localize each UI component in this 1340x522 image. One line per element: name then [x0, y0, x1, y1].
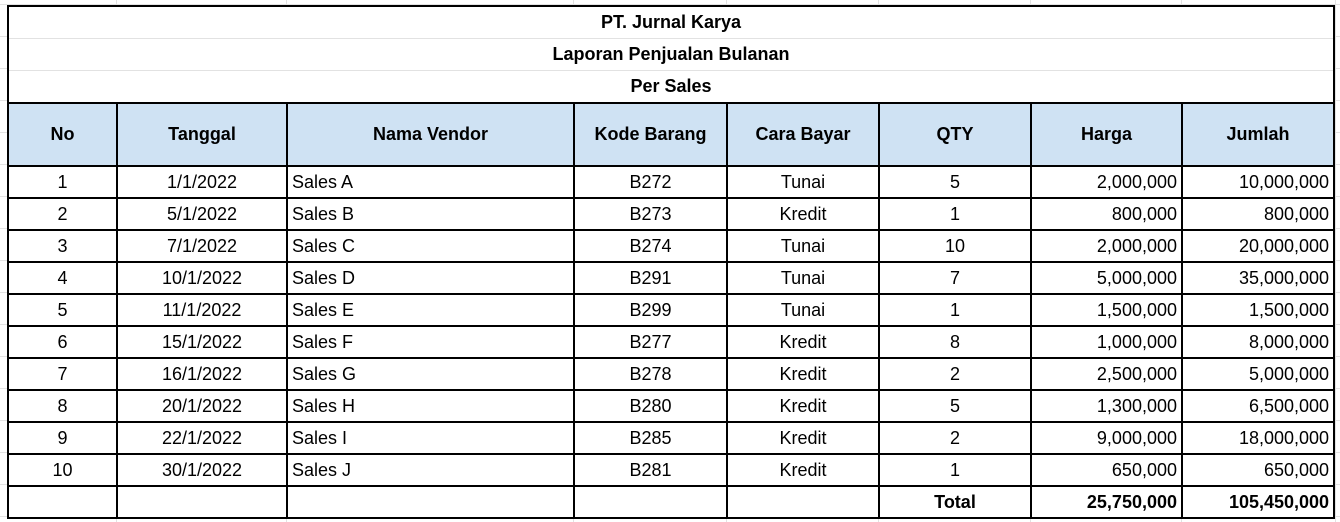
cell-vendor[interactable]: Sales D: [287, 262, 574, 294]
cell-vendor[interactable]: Sales G: [287, 358, 574, 390]
cell-bayar[interactable]: Tunai: [727, 294, 879, 326]
cell-bayar[interactable]: Kredit: [727, 198, 879, 230]
cell-bayar[interactable]: Kredit: [727, 326, 879, 358]
cell-bayar[interactable]: Tunai: [727, 230, 879, 262]
cell-kode[interactable]: B272: [574, 166, 727, 198]
company-name-cell[interactable]: PT. Jurnal Karya: [8, 6, 1334, 39]
table-row: [8, 454, 1334, 486]
cell-no[interactable]: 7: [8, 358, 117, 390]
header-tanggal[interactable]: Tanggal: [117, 103, 287, 166]
cell-bayar[interactable]: Kredit: [727, 422, 879, 454]
cell-tanggal[interactable]: 7/1/2022: [117, 230, 287, 262]
cell-no[interactable]: 8: [8, 390, 117, 422]
cell-kode[interactable]: B273: [574, 198, 727, 230]
total-harga[interactable]: 25,750,000: [1031, 486, 1182, 518]
cell-empty[interactable]: [287, 486, 574, 518]
cell-jumlah[interactable]: 18,000,000: [1182, 422, 1334, 454]
cell-harga[interactable]: 2,000,000: [1031, 230, 1182, 262]
cell-empty[interactable]: [727, 486, 879, 518]
total-row: [8, 486, 1334, 518]
cell-jumlah[interactable]: 650,000: [1182, 454, 1334, 486]
cell-no[interactable]: 4: [8, 262, 117, 294]
cell-no[interactable]: 3: [8, 230, 117, 262]
cell-empty[interactable]: [117, 486, 287, 518]
cell-qty[interactable]: 1: [879, 198, 1031, 230]
cell-no[interactable]: 2: [8, 198, 117, 230]
title-row: [8, 71, 1334, 104]
cell-empty[interactable]: [8, 486, 117, 518]
report-title-cell[interactable]: Laporan Penjualan Bulanan: [8, 39, 1334, 71]
cell-vendor[interactable]: Sales F: [287, 326, 574, 358]
cell-tanggal[interactable]: 22/1/2022: [117, 422, 287, 454]
table-row: [8, 198, 1334, 230]
cell-harga[interactable]: 1,000,000: [1031, 326, 1182, 358]
cell-bayar[interactable]: Tunai: [727, 262, 879, 294]
title-row: [8, 39, 1334, 71]
cell-vendor[interactable]: Sales A: [287, 166, 574, 198]
header-harga[interactable]: Harga: [1031, 103, 1182, 166]
cell-tanggal[interactable]: 30/1/2022: [117, 454, 287, 486]
cell-qty[interactable]: 7: [879, 262, 1031, 294]
cell-vendor[interactable]: Sales E: [287, 294, 574, 326]
cell-bayar[interactable]: Kredit: [727, 390, 879, 422]
cell-vendor[interactable]: Sales B: [287, 198, 574, 230]
cell-tanggal[interactable]: 10/1/2022: [117, 262, 287, 294]
cell-no[interactable]: 6: [8, 326, 117, 358]
cell-harga[interactable]: 2,000,000: [1031, 166, 1182, 198]
cell-bayar[interactable]: Kredit: [727, 454, 879, 486]
cell-kode[interactable]: B291: [574, 262, 727, 294]
cell-harga[interactable]: 5,000,000: [1031, 262, 1182, 294]
cell-qty[interactable]: 8: [879, 326, 1031, 358]
cell-kode[interactable]: B299: [574, 294, 727, 326]
cell-qty[interactable]: 2: [879, 358, 1031, 390]
cell-kode[interactable]: B277: [574, 326, 727, 358]
cell-kode[interactable]: B280: [574, 390, 727, 422]
report-subtitle-cell[interactable]: Per Sales: [8, 71, 1334, 104]
total-label[interactable]: Total: [879, 486, 1031, 518]
header-jumlah[interactable]: Jumlah: [1182, 103, 1334, 166]
cell-vendor[interactable]: Sales H: [287, 390, 574, 422]
total-jumlah[interactable]: 105,450,000: [1182, 486, 1334, 518]
cell-vendor[interactable]: Sales I: [287, 422, 574, 454]
header-cara-bayar[interactable]: Cara Bayar: [727, 103, 879, 166]
table-row: [8, 262, 1334, 294]
cell-kode[interactable]: B281: [574, 454, 727, 486]
header-no[interactable]: No: [8, 103, 117, 166]
cell-kode[interactable]: B285: [574, 422, 727, 454]
gridline: [1335, 0, 1336, 522]
cell-harga[interactable]: 1,500,000: [1031, 294, 1182, 326]
cell-tanggal[interactable]: 1/1/2022: [117, 166, 287, 198]
cell-harga[interactable]: 9,000,000: [1031, 422, 1182, 454]
cell-jumlah[interactable]: 5,000,000: [1182, 358, 1334, 390]
cell-tanggal[interactable]: 20/1/2022: [117, 390, 287, 422]
title-row: [8, 6, 1334, 39]
cell-qty[interactable]: 10: [879, 230, 1031, 262]
cell-jumlah[interactable]: 10,000,000: [1182, 166, 1334, 198]
cell-jumlah[interactable]: 800,000: [1182, 198, 1334, 230]
cell-harga[interactable]: 800,000: [1031, 198, 1182, 230]
table-row: [8, 390, 1334, 422]
cell-tanggal[interactable]: 5/1/2022: [117, 198, 287, 230]
cell-vendor[interactable]: Sales C: [287, 230, 574, 262]
cell-tanggal[interactable]: 15/1/2022: [117, 326, 287, 358]
cell-jumlah[interactable]: 20,000,000: [1182, 230, 1334, 262]
cell-empty[interactable]: [574, 486, 727, 518]
table-row: [8, 326, 1334, 358]
cell-jumlah[interactable]: 35,000,000: [1182, 262, 1334, 294]
cell-vendor[interactable]: Sales J: [287, 454, 574, 486]
sales-report-table: [7, 5, 1335, 519]
cell-bayar[interactable]: Kredit: [727, 358, 879, 390]
header-nama-vendor[interactable]: Nama Vendor: [287, 103, 574, 166]
table-row: [8, 294, 1334, 326]
cell-qty[interactable]: 1: [879, 294, 1031, 326]
cell-qty[interactable]: 1: [879, 454, 1031, 486]
cell-jumlah[interactable]: 1,500,000: [1182, 294, 1334, 326]
cell-no[interactable]: 10: [8, 454, 117, 486]
cell-jumlah[interactable]: 8,000,000: [1182, 326, 1334, 358]
table-row: [8, 358, 1334, 390]
cell-no[interactable]: 5: [8, 294, 117, 326]
cell-tanggal[interactable]: 16/1/2022: [117, 358, 287, 390]
header-qty[interactable]: QTY: [879, 103, 1031, 166]
cell-jumlah[interactable]: 6,500,000: [1182, 390, 1334, 422]
cell-kode[interactable]: B278: [574, 358, 727, 390]
cell-bayar[interactable]: Tunai: [727, 166, 879, 198]
cell-harga[interactable]: 650,000: [1031, 454, 1182, 486]
cell-kode[interactable]: B274: [574, 230, 727, 262]
column-header-row: [8, 103, 1334, 166]
table-row: [8, 230, 1334, 262]
cell-no[interactable]: 9: [8, 422, 117, 454]
header-kode-barang[interactable]: Kode Barang: [574, 103, 727, 166]
cell-qty[interactable]: 5: [879, 390, 1031, 422]
cell-harga[interactable]: 2,500,000: [1031, 358, 1182, 390]
table-row: [8, 166, 1334, 198]
cell-qty[interactable]: 5: [879, 166, 1031, 198]
table-row: [8, 422, 1334, 454]
cell-qty[interactable]: 2: [879, 422, 1031, 454]
cell-tanggal[interactable]: 11/1/2022: [117, 294, 287, 326]
cell-no[interactable]: 1: [8, 166, 117, 198]
cell-harga[interactable]: 1,300,000: [1031, 390, 1182, 422]
